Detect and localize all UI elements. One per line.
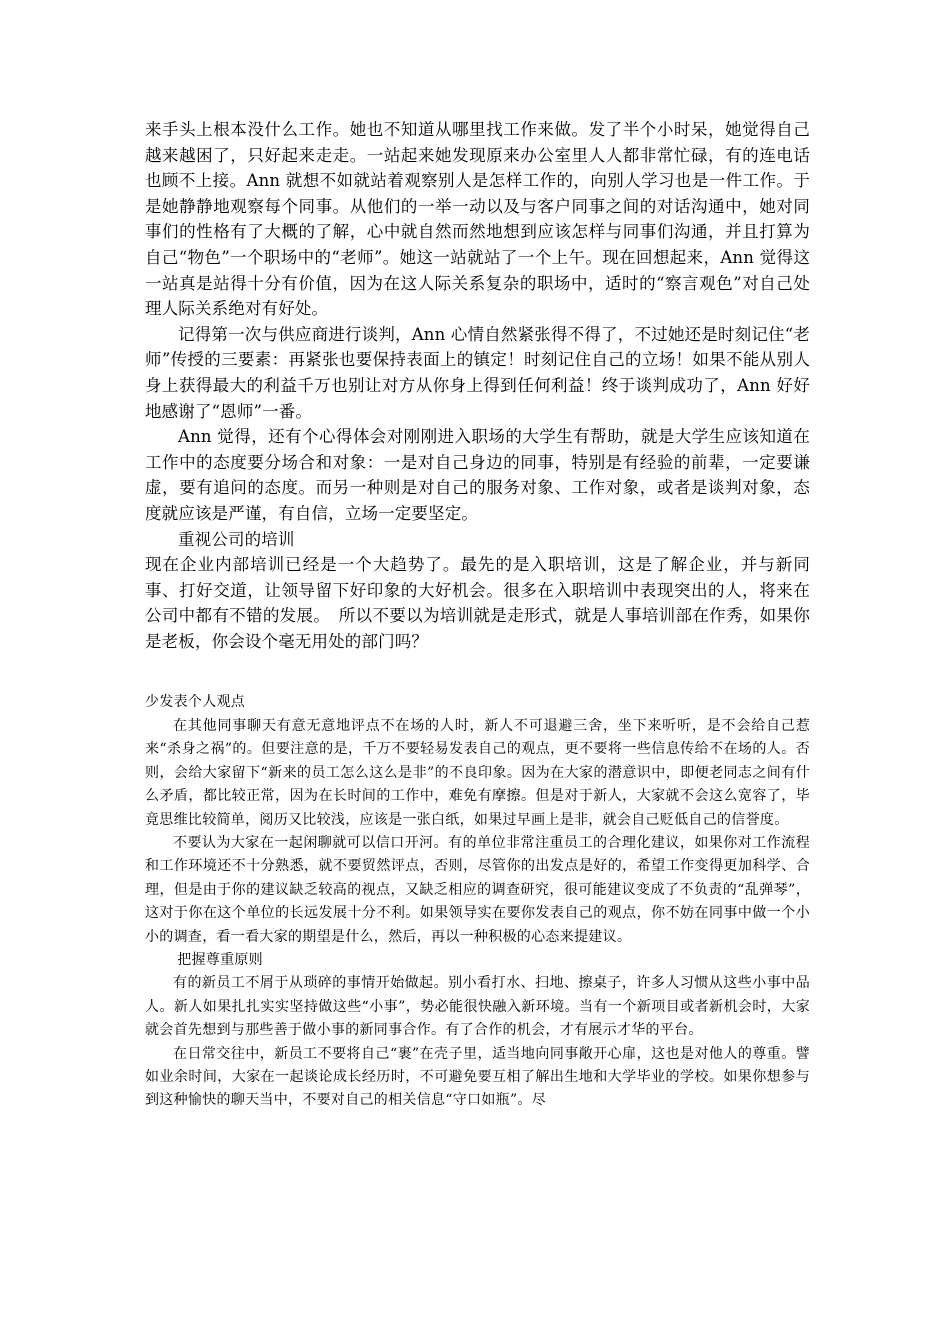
body-paragraph: Ann 觉得，还有个心得体会对刚刚进入职场的大学生有帮助，就是大学生应该知道在工作中的态度要分场合和对象：一是对自己身边的同事，特别是有经验的前辈，一定要谦虚，要有追问的态度。而另一种则是对自己的服务对象、工作对象，或者是谈判对象，态度就应该是严谨，有自信，立场一定要坚定。: [145, 427, 810, 523]
body-paragraph: 有的新员工不屑于从琐碎的事情开始做起。别小看打水、扫地、擦桌子，许多人习惯从这些小事中品人。新人如果扎扎实实坚持做这些“小事”，势必能很快融入新环境。当有一个新项目或者新机会时，大家就会首先想到与那些善于做小事的新同事合作。有了合作的机会，才有展示才华的平台。: [145, 975, 810, 1039]
body-paragraph: 记得第一次与供应商进行谈判，Ann 心情自然紧张得不得了，不过她还是时刻记住“老师”传授的三要素：再紧张也要保持表面上的镇定！时刻记住自己的立场！如果不能从别人身上获得最大的利益千万也别让对方从你身上得到任何利益！终于谈判成功了，Ann 好好地感谢了“恩师”一番。: [145, 324, 810, 421]
body-paragraph: 现在企业内部培训已经是一个大趋势了。最先的是入职培训，这是了解企业，并与新同事、打好交道，让领导留下好印象的大好机会。很多在入职培训中表现突出的人，将来在公司中都有不错的发展。 所以不要以为培训就是走形式，就是人事培训部在作秀，如果你是老板，你会设个毫无用处的部门吗？: [145, 555, 810, 651]
section-spacer: [145, 654, 810, 691]
section-heading: 重视公司的培训: [178, 529, 295, 549]
body-paragraph: 在日常交往中，新员工不要将自己“裹”在壳子里，适当地向同事敞开心扉，这也是对他人的尊重。譬如业余时间，大家在一起谈论成长经历时，不可避免要互相了解出生地和大学毕业的学校。如果你想参与到这种愉快的聊天当中，不要对自己的相关信息“守口如瓶”。尽: [145, 1045, 810, 1109]
document-section-b: [145, 691, 810, 1112]
body-paragraph: 不要认为大家在一起闲聊就可以信口开河。有的单位非常注重员工的合理化建议，如果你对工作流程和工作环境还不十分熟悉，就不要贸然评点，否则，尽管你的出发点是好的，希望工作变得更加科学、合理，但是由于你的建议缺乏较高的视点，又缺乏相应的调查研究，很可能建议变成了不负责的“乱弹琴”，这对于你在这个单位的长远发展十分不利。如果领导实在要你发表自己的观点，你不妨在同事中做一个小小的调查，看一看大家的期望是什么，然后，再以一种积极的心态来提建议。: [145, 834, 810, 945]
document-section-a: [145, 117, 810, 654]
body-paragraph: 在其他同事聊天有意无意地评点不在场的人时，新人不可退避三舍，坐下来听听，是不会给自己惹来“杀身之祸”的。但要注意的是，千万不要轻易发表自己的观点，更不要将一些信息传给不在场的人。否则，会给大家留下“新来的员工怎么这么是非”的不良印象。因为在大家的潜意识中，即便老同志之间有什么矛盾，都比较正常，因为在长时间的工作中，难免有摩擦。但是对于新人，大家就不会这么宽容了，毕竟思维比较简单，阅历又比较浅，应该是一张白纸，如果过早画上是非，就会自己贬低自己的信誉度。: [145, 717, 810, 828]
section-heading: 少发表个人观点: [145, 694, 246, 711]
section-heading: 把握尊重原则: [177, 951, 263, 968]
document-page: [145, 117, 810, 1113]
body-paragraph: 来手头上根本没什么工作。她也不知道从哪里找工作来做。发了半个小时呆，她觉得自己越来越困了，只好起来走走。一站起来她发现原来办公室里人人都非常忙碌，有的连电话也顾不上接。Ann 就想不如就站着观察别人是怎样工作的，向别人学习也是一件工作。于是她静静地观察每个同事。从他们的一举一动以及与客户同事之间的对话沟通中，她对同事们的性格有了大概的了解，心中就自然而然地想到应该怎样与同事们沟通，并且打算为自己“物色”一个职场中的“老师”。她这一站就站了一个上午。现在回想起来，Ann 觉得这一站真是站得十分有价值，因为在这人际关系复杂的职场中，适时的“察言观色”对自己处理人际关系绝对有好处。: [145, 120, 810, 319]
